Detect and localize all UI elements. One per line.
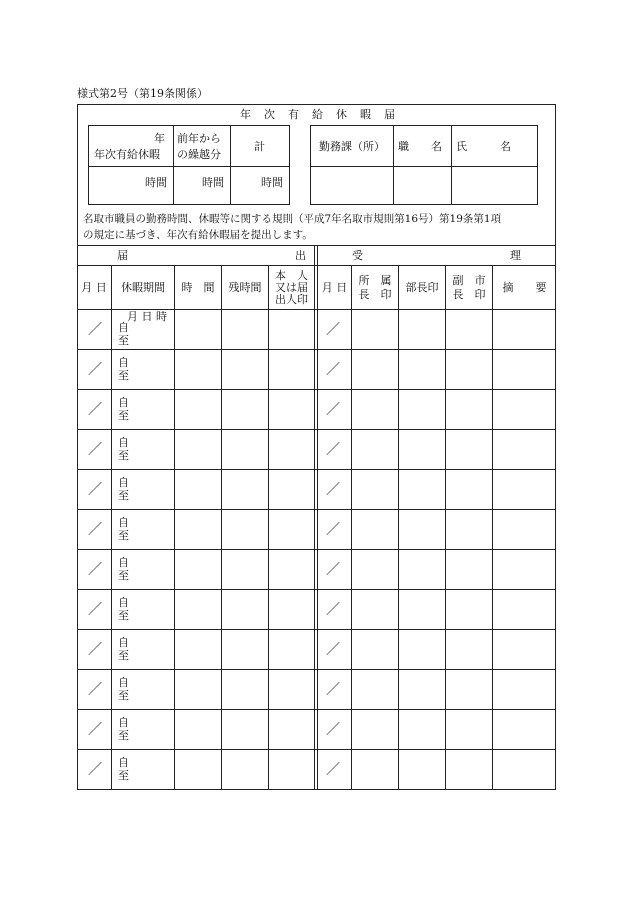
- receive-date-slash: ／: [326, 602, 340, 618]
- row-divider: [77, 429, 556, 430]
- header-deputy-mayor-line1: 副 市: [452, 273, 486, 287]
- period-from-label: 自: [118, 636, 129, 649]
- carryover-hours-unit: 時間: [202, 176, 224, 189]
- col-line-8: [445, 265, 446, 790]
- header-remaining-hours: 残時間: [228, 280, 262, 294]
- notify-date-slash: ／: [88, 682, 102, 698]
- period-to-label: 至: [118, 334, 129, 347]
- period-from-label: 自: [118, 516, 129, 529]
- notify-date-slash: ／: [88, 602, 102, 618]
- receive-date-slash: ／: [326, 442, 340, 458]
- header-applicant-seal-line2: 又は届: [275, 280, 308, 294]
- col-line-3: [221, 265, 222, 790]
- header-receive-month-day: 月 日: [321, 280, 348, 294]
- row-divider: [77, 549, 556, 550]
- statement-line-2: の規定に基づき、年次有給休暇届を提出します。: [83, 229, 313, 241]
- period-from-label: 自: [118, 556, 129, 569]
- period-to-label: 至: [118, 609, 129, 622]
- row-divider: [77, 589, 556, 590]
- department-label: 勤務課（所）: [319, 140, 385, 153]
- receive-date-slash: ／: [326, 642, 340, 658]
- header-month-day: 月 日: [81, 280, 107, 294]
- period-from-label: 自: [118, 716, 129, 729]
- col-line-2: [174, 265, 175, 790]
- annual-hours-unit: 時間: [145, 176, 167, 189]
- period-to-label: 至: [118, 569, 129, 582]
- period-from-label: 自: [118, 396, 129, 409]
- header-director-seal: 部長印: [405, 280, 439, 294]
- col-line-1: [111, 265, 112, 790]
- notify-date-slash: ／: [88, 522, 102, 538]
- form-number: 様式第2号（第19条関係）: [77, 87, 208, 100]
- notify-date-slash: ／: [88, 442, 102, 458]
- header-section-chief-line2: 長 印: [358, 287, 392, 301]
- receive-date-slash: ／: [326, 482, 340, 498]
- name-label: 氏 名: [456, 140, 511, 153]
- period-to-label: 至: [118, 649, 129, 662]
- header-section-chief-line1: 所 属: [358, 273, 392, 287]
- header-leave-period: 休暇期間: [121, 280, 165, 294]
- receive-date-slash: ／: [326, 362, 340, 378]
- period-to-label: 至: [118, 369, 129, 382]
- year-label: 年: [154, 132, 165, 145]
- period-to-label: 至: [118, 449, 129, 462]
- col-line-6: [351, 265, 352, 790]
- col-line-4: [268, 265, 269, 790]
- period-from-label: 自: [118, 356, 129, 369]
- receive-date-slash: ／: [326, 402, 340, 418]
- receive-date-slash: ／: [326, 562, 340, 578]
- section-submit: 出: [295, 249, 306, 262]
- carryover-label-2: の繰越分: [177, 148, 221, 161]
- row-divider: [77, 669, 556, 670]
- row-divider: [77, 469, 556, 470]
- notify-date-slash: ／: [88, 762, 102, 778]
- period-from-label: 自: [118, 756, 129, 769]
- receive-date-slash: ／: [326, 682, 340, 698]
- period-to-label: 至: [118, 529, 129, 542]
- receive-date-slash: ／: [326, 322, 340, 338]
- section-process: 理: [510, 249, 521, 262]
- position-label: 職 名: [398, 140, 442, 153]
- period-unit-header: 月 日 時: [127, 310, 167, 323]
- header-hours: 時 間: [181, 280, 215, 294]
- col-line-7: [398, 265, 399, 790]
- col-line-9: [492, 265, 493, 790]
- period-from-label: 自: [118, 436, 129, 449]
- notify-date-slash: ／: [88, 642, 102, 658]
- row-divider: [77, 749, 556, 750]
- employee-info-box: [310, 125, 538, 205]
- form-title: 年 次 有 給 休 暇 届: [240, 108, 396, 121]
- row-divider: [77, 629, 556, 630]
- header-applicant-seal-line1: 本 人: [275, 268, 308, 282]
- header-remarks: 摘 要: [502, 280, 547, 294]
- total-hours-unit: 時間: [261, 176, 283, 189]
- period-to-label: 至: [118, 729, 129, 742]
- notify-date-slash: ／: [88, 322, 102, 338]
- receive-date-slash: ／: [326, 762, 340, 778]
- period-to-label: 至: [118, 689, 129, 702]
- annual-leave-label: 年次有給休暇: [94, 148, 160, 161]
- period-to-label: 至: [118, 489, 129, 502]
- header-section-chief-seal: [352, 266, 398, 309]
- notify-date-slash: ／: [88, 362, 102, 378]
- notify-date-slash: ／: [88, 402, 102, 418]
- section-notification: 届: [117, 249, 128, 262]
- notify-date-slash: ／: [88, 562, 102, 578]
- period-from-label: 自: [118, 676, 129, 689]
- period-from-label: 自: [118, 476, 129, 489]
- header-deputy-mayor-seal: [446, 266, 492, 309]
- row-divider: [77, 349, 556, 350]
- row-divider: [77, 389, 556, 390]
- period-to-label: 至: [118, 409, 129, 422]
- period-to-label: 至: [118, 769, 129, 782]
- statement-line-1: 名取市職員の勤務時間、休暇等に関する規則（平成7年名取市規則第16号）第19条第1項: [83, 213, 502, 225]
- period-from-label: 自: [118, 596, 129, 609]
- notify-date-slash: ／: [88, 482, 102, 498]
- receive-date-slash: ／: [326, 722, 340, 738]
- row-divider: [77, 709, 556, 710]
- period-from-label: 自: [118, 321, 129, 334]
- total-label: 計: [254, 140, 265, 153]
- receive-date-slash: ／: [326, 522, 340, 538]
- header-applicant-seal: [269, 266, 314, 309]
- carryover-label: 前年から: [177, 132, 221, 145]
- section-receive: 受: [352, 249, 363, 262]
- notify-date-slash: ／: [88, 722, 102, 738]
- header-applicant-seal-line3: 出人印: [275, 292, 308, 306]
- row-divider: [77, 509, 556, 510]
- header-deputy-mayor-line2: 長 印: [452, 287, 486, 301]
